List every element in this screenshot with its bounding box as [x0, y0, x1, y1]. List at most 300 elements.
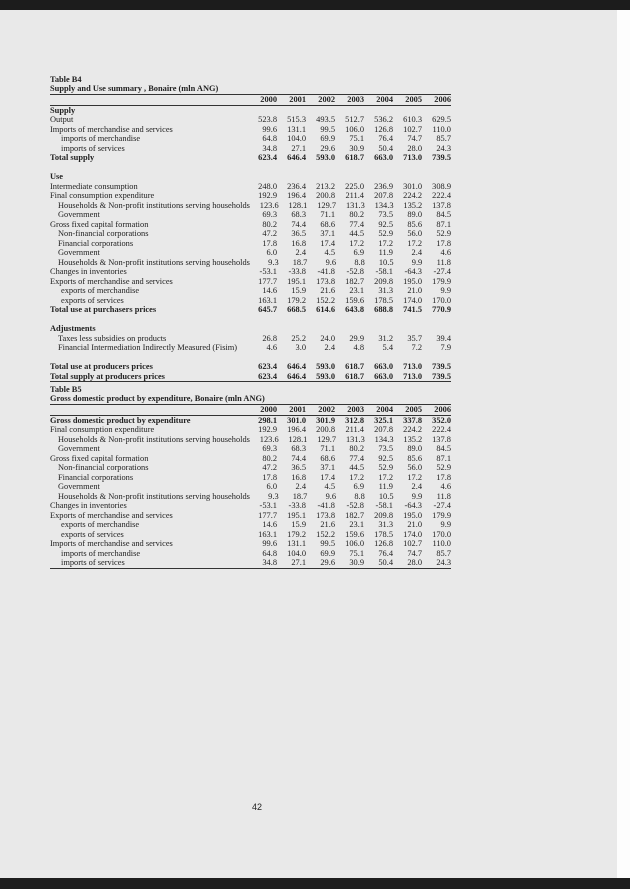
- cell-value: 2.4: [411, 248, 422, 257]
- cell-value: 225.0: [345, 181, 364, 191]
- cell-value: 126.8: [374, 539, 393, 548]
- cell-value: 110.0: [432, 124, 451, 134]
- cell-value: 69.9: [320, 548, 335, 558]
- cell-value: 8.8: [354, 491, 365, 501]
- cell-value: 27.1: [291, 143, 306, 153]
- row-label: Government: [58, 482, 100, 491]
- cell-value: 52.9: [436, 463, 451, 472]
- cell-value: 224.2: [403, 191, 422, 200]
- cell-value: 131.1: [287, 539, 306, 548]
- cell-value: 68.6: [320, 453, 335, 463]
- table-b5: [50, 385, 451, 569]
- table-row: [50, 353, 451, 363]
- cell-value: 301.9: [316, 415, 335, 425]
- row-label: Financial Intermediation Indirectly Measured (Fisim): [58, 343, 238, 352]
- row-label: Output: [50, 115, 74, 124]
- cell-value: 26.8: [262, 333, 277, 343]
- cell-value: 739.5: [432, 362, 451, 371]
- cell-value: 312.8: [345, 415, 364, 425]
- table-row: [50, 134, 451, 144]
- cell-value: 74.7: [407, 548, 422, 558]
- cell-value: 174.0: [403, 529, 422, 539]
- cell-value: 37.1: [320, 463, 335, 472]
- cell-value: 14.6: [262, 520, 277, 529]
- year-header: 2001: [289, 94, 306, 104]
- table-row: [50, 144, 451, 154]
- row-label: Total use at purchasers prices: [50, 305, 157, 314]
- cell-value: 222.4: [432, 425, 451, 434]
- cell-value: 50.4: [378, 143, 393, 153]
- cell-value: 28.0: [407, 558, 422, 567]
- cell-value: 28.0: [407, 143, 422, 153]
- cell-value: 39.4: [436, 333, 451, 343]
- cell-value: 200.8: [316, 425, 335, 434]
- table-row: [50, 201, 451, 211]
- cell-value: 77.4: [349, 219, 364, 229]
- table-subtitle: Supply and Use summary , Bonaire (mln ANG): [50, 84, 451, 95]
- row-label: Total supply: [50, 153, 95, 162]
- cell-value: 104.0: [287, 548, 306, 558]
- cell-value: 35.7: [407, 333, 422, 343]
- cell-value: 741.5: [403, 305, 422, 314]
- scan-top-edge: [0, 0, 630, 10]
- table-header-row: [50, 405, 451, 416]
- cell-value: 69.3: [262, 210, 277, 219]
- cell-value: 75.1: [349, 134, 364, 143]
- row-label: exports of merchandise: [61, 520, 140, 529]
- row-label: Government: [58, 444, 100, 453]
- table-row: [50, 444, 451, 454]
- cell-value: 99.6: [262, 539, 277, 548]
- cell-value: 211.4: [345, 191, 364, 200]
- cell-value: 11.8: [436, 257, 451, 267]
- cell-value: 10.5: [378, 257, 394, 267]
- table-row: [50, 210, 451, 220]
- cell-value: 99.6: [262, 124, 277, 134]
- cell-value: 37.1: [320, 229, 335, 238]
- cell-value: 128.1: [288, 200, 308, 210]
- cell-value: 337.8: [403, 415, 422, 425]
- table-row: [50, 530, 451, 540]
- cell-value: 629.5: [432, 115, 451, 124]
- table-subtitle: Gross domestic product by expenditure, Bonaire (mln ANG): [50, 394, 451, 405]
- cell-value: 646.4: [287, 153, 306, 162]
- cell-value: -64.3: [404, 267, 422, 276]
- cell-value: 76.4: [378, 134, 393, 143]
- row-label: [50, 315, 451, 325]
- cell-value: 668.5: [287, 305, 306, 314]
- cell-value: 44.5: [349, 229, 364, 238]
- cell-value: 17.8: [262, 472, 277, 482]
- cell-value: 6.9: [353, 248, 364, 257]
- cell-value: 135.2: [403, 200, 423, 210]
- cell-value: 178.5: [374, 529, 393, 539]
- row-label: [50, 353, 451, 363]
- table-row: [50, 324, 451, 334]
- cell-value: 623.4: [258, 153, 277, 162]
- cell-value: 17.8: [262, 238, 277, 248]
- year-header: 2003: [347, 404, 364, 414]
- table-row: [50, 362, 451, 372]
- table-row: [50, 435, 451, 445]
- cell-value: 77.4: [349, 453, 364, 463]
- row-label: Non-financial corporations: [58, 229, 149, 238]
- cell-value: 47.2: [262, 463, 277, 472]
- cell-value: 179.9: [432, 276, 451, 286]
- cell-value: 92.5: [378, 219, 393, 229]
- table-row: [50, 425, 451, 435]
- cell-value: 11.8: [436, 491, 451, 501]
- cell-value: 135.2: [403, 434, 423, 444]
- cell-value: 152.2: [316, 529, 335, 539]
- cell-value: 170.0: [432, 529, 451, 539]
- scan-bottom-edge: [0, 878, 630, 889]
- row-label: Changes in inventories: [50, 267, 127, 276]
- cell-value: 24.0: [320, 333, 335, 343]
- cell-value: 9.9: [440, 520, 451, 529]
- cell-value: 207.8: [374, 191, 393, 200]
- year-header: 2006: [434, 94, 451, 104]
- cell-value: -33.8: [288, 267, 306, 276]
- cell-value: 195.1: [287, 510, 306, 520]
- cell-value: 85.6: [407, 453, 422, 463]
- row-label: Financial corporations: [58, 472, 134, 482]
- cell-value: 123.6: [259, 200, 279, 210]
- cell-value: -41.8: [317, 267, 335, 276]
- cell-value: 131.1: [287, 124, 306, 134]
- row-label: Gross fixed capital formation: [50, 453, 149, 463]
- cell-value: 102.7: [403, 539, 422, 548]
- cell-value: 9.6: [325, 491, 337, 501]
- cell-value: 104.0: [287, 134, 306, 143]
- table-row: [50, 258, 451, 268]
- table-title: Table B4: [50, 75, 82, 84]
- cell-value: 301.0: [287, 415, 306, 425]
- table-title: Table B5: [50, 385, 82, 394]
- cell-value: 16.8: [291, 238, 306, 248]
- cell-value: 30.9: [349, 558, 364, 567]
- cell-value: 36.5: [291, 229, 306, 238]
- cell-value: 73.5: [378, 444, 393, 453]
- row-label: Use: [50, 172, 64, 181]
- cell-value: 298.1: [258, 415, 277, 425]
- table-row: [50, 473, 451, 483]
- cell-value: 8.8: [354, 257, 365, 267]
- cell-value: 152.2: [316, 295, 335, 305]
- cell-value: 618.7: [345, 362, 364, 371]
- cell-value: 80.2: [262, 453, 277, 463]
- cell-value: 126.8: [374, 124, 393, 134]
- cell-value: 68.3: [291, 210, 306, 219]
- cell-value: 195.1: [287, 276, 306, 286]
- year-header: 2000: [260, 404, 277, 414]
- cell-value: 6.9: [353, 482, 364, 491]
- cell-value: 106.0: [345, 539, 364, 548]
- cell-value: 99.5: [320, 539, 335, 548]
- cell-value: 4.5: [324, 248, 335, 257]
- cell-value: 106.0: [345, 124, 364, 134]
- table-row: [50, 315, 451, 325]
- cell-value: 131.3: [345, 200, 365, 210]
- year-header: 2005: [405, 404, 422, 414]
- year-header: 2004: [376, 404, 393, 414]
- cell-value: 47.2: [262, 229, 277, 238]
- year-header: 2001: [289, 404, 306, 414]
- year-header: 2002: [318, 94, 335, 104]
- cell-value: 663.0: [374, 362, 393, 371]
- row-label: imports of merchandise: [61, 548, 141, 558]
- cell-value: 6.0: [266, 482, 277, 491]
- cell-value: 34.8: [262, 143, 277, 153]
- row-label: exports of services: [61, 295, 124, 305]
- row-label: Imports of merchandise and services: [50, 539, 173, 548]
- cell-value: 74.4: [291, 453, 306, 463]
- cell-value: 663.0: [374, 371, 393, 381]
- cell-value: -52.8: [346, 501, 364, 510]
- cell-value: 134.3: [374, 200, 394, 210]
- cell-value: 17.2: [407, 238, 422, 248]
- cell-value: 224.2: [403, 425, 422, 434]
- cell-value: 170.0: [432, 295, 451, 305]
- cell-value: 248.0: [258, 181, 277, 191]
- cell-value: 80.2: [349, 210, 364, 219]
- row-label: imports of services: [61, 558, 125, 567]
- table-row: [50, 372, 451, 383]
- cell-value: 18.7: [292, 491, 308, 501]
- row-label: Government: [58, 248, 100, 257]
- year-header: 2000: [260, 94, 277, 104]
- row-label: Changes in inventories: [50, 501, 127, 510]
- cell-value: 173.8: [316, 510, 335, 520]
- cell-value: 646.4: [287, 371, 306, 381]
- table-header-row: [50, 95, 451, 106]
- cell-value: 87.1: [436, 453, 451, 463]
- cell-value: -27.4: [433, 501, 451, 510]
- cell-value: 64.8: [262, 548, 277, 558]
- cell-value: 515.3: [287, 115, 306, 124]
- cell-value: 2.4: [295, 248, 306, 257]
- table-row: [50, 286, 451, 296]
- cell-value: 178.5: [374, 295, 393, 305]
- cell-value: 163.1: [258, 295, 277, 305]
- row-label: imports of services: [61, 143, 125, 153]
- table-row: [50, 153, 451, 163]
- table-row: [50, 163, 451, 173]
- cell-value: 36.5: [291, 463, 306, 472]
- row-label: Total supply at producers prices: [50, 371, 165, 381]
- cell-value: 17.4: [320, 472, 335, 482]
- cell-value: 7.2: [411, 343, 422, 352]
- cell-value: 2.4: [324, 343, 335, 352]
- cell-value: 74.4: [291, 219, 306, 229]
- cell-value: 739.5: [432, 153, 451, 162]
- cell-value: 177.7: [258, 510, 277, 520]
- cell-value: -27.4: [433, 267, 451, 276]
- cell-value: 85.7: [436, 134, 451, 143]
- row-label: Households & Non-profit institutions serving households: [58, 200, 250, 210]
- cell-value: 31.3: [378, 520, 393, 529]
- cell-value: 159.6: [345, 295, 364, 305]
- cell-value: 179.9: [432, 510, 451, 520]
- table-row: [50, 239, 451, 249]
- cell-value: 24.3: [436, 143, 451, 153]
- header-label-spacer: [50, 405, 248, 415]
- cell-value: 137.8: [432, 434, 451, 444]
- cell-value: 209.8: [374, 276, 393, 286]
- table-row: [50, 115, 451, 125]
- year-header: 2006: [434, 404, 451, 414]
- cell-value: 523.8: [258, 115, 277, 124]
- cell-value: 593.0: [316, 371, 335, 381]
- table-row: [50, 220, 451, 230]
- cell-value: 89.0: [407, 210, 422, 219]
- cell-value: 236.4: [287, 181, 306, 191]
- row-label: exports of services: [61, 529, 124, 539]
- cell-value: 623.4: [258, 371, 277, 381]
- cell-value: 713.0: [403, 153, 422, 162]
- cell-value: 31.2: [378, 333, 393, 343]
- cell-value: 10.5: [378, 491, 394, 501]
- cell-value: 17.2: [407, 472, 422, 482]
- cell-value: 173.8: [316, 276, 335, 286]
- cell-value: 99.5: [320, 124, 335, 134]
- cell-value: 44.5: [349, 463, 364, 472]
- cell-value: 325.1: [374, 415, 393, 425]
- row-label: Taxes less subsidies on products: [58, 333, 167, 343]
- table-row: [50, 539, 451, 549]
- cell-value: 174.0: [403, 295, 422, 305]
- cell-value: 52.9: [436, 229, 451, 238]
- cell-value: 6.0: [266, 248, 277, 257]
- year-header: 2004: [376, 94, 393, 104]
- cell-value: 17.2: [349, 238, 364, 248]
- cell-value: 18.7: [292, 257, 308, 267]
- row-label: Financial corporations: [58, 238, 134, 248]
- cell-value: 207.8: [374, 425, 393, 434]
- cell-value: 85.7: [436, 548, 451, 558]
- cell-value: 308.9: [432, 181, 451, 191]
- cell-value: 68.3: [291, 444, 306, 453]
- cell-value: 192.9: [258, 425, 277, 434]
- cell-value: 192.9: [258, 191, 277, 200]
- table-b4: [50, 75, 451, 382]
- cell-value: 89.0: [407, 444, 422, 453]
- row-label: Non-financial corporations: [58, 463, 149, 472]
- row-label: Imports of merchandise and services: [50, 124, 173, 134]
- cell-value: 34.8: [262, 558, 277, 567]
- table-row: [50, 558, 451, 569]
- cell-value: 179.2: [287, 295, 306, 305]
- cell-value: 102.7: [403, 124, 422, 134]
- cell-value: 9.9: [440, 286, 451, 295]
- cell-value: 643.8: [345, 305, 364, 314]
- cell-value: 618.7: [345, 371, 364, 381]
- cell-value: 614.6: [316, 305, 335, 314]
- cell-value: 29.6: [320, 143, 335, 153]
- cell-value: 80.2: [262, 219, 277, 229]
- cell-value: 68.6: [320, 219, 335, 229]
- cell-value: 71.1: [320, 210, 335, 219]
- table-row: [50, 454, 451, 464]
- cell-value: 196.4: [287, 191, 306, 200]
- table-row: [50, 549, 451, 559]
- row-label: Final consumption expenditure: [50, 191, 155, 200]
- cell-value: 69.3: [262, 444, 277, 453]
- row-label: Households & Non-profit institutions serving households: [58, 434, 250, 444]
- table-row: [50, 248, 451, 258]
- row-label: Final consumption expenditure: [50, 425, 155, 434]
- row-label: Gross fixed capital formation: [50, 219, 149, 229]
- cell-value: 23.1: [349, 286, 364, 295]
- cell-value: 159.6: [345, 529, 364, 539]
- cell-value: 84.5: [436, 210, 451, 219]
- cell-value: 593.0: [316, 153, 335, 162]
- row-label: Supply: [50, 105, 76, 115]
- cell-value: -64.3: [404, 501, 422, 510]
- cell-value: 110.0: [432, 539, 451, 548]
- table-row: [50, 501, 451, 511]
- cell-value: 29.6: [320, 558, 335, 567]
- cell-value: 623.4: [258, 362, 277, 371]
- cell-value: 9.3: [268, 491, 279, 501]
- row-label: exports of merchandise: [61, 286, 140, 295]
- cell-value: 128.1: [288, 434, 308, 444]
- cell-value: 74.7: [407, 134, 422, 143]
- table-row: [50, 305, 451, 315]
- cell-value: 80.2: [349, 444, 364, 453]
- cell-value: 646.4: [287, 362, 306, 371]
- cell-value: 4.5: [324, 482, 335, 491]
- cell-value: 195.0: [403, 510, 422, 520]
- cell-value: 211.4: [345, 425, 364, 434]
- cell-value: 17.8: [436, 472, 451, 482]
- table-row: [50, 482, 451, 492]
- table-row: [50, 463, 451, 473]
- cell-value: 85.6: [407, 219, 422, 229]
- cell-value: 3.0: [295, 343, 306, 352]
- table-row: [50, 343, 451, 353]
- cell-value: 137.8: [432, 200, 451, 210]
- cell-value: 645.7: [258, 305, 277, 314]
- cell-value: 16.8: [291, 472, 306, 482]
- cell-value: 179.2: [287, 529, 306, 539]
- row-label: Gross domestic product by expenditure: [50, 415, 191, 425]
- cell-value: 9.3: [268, 257, 279, 267]
- table-row: [50, 277, 451, 287]
- cell-value: 200.8: [316, 191, 335, 200]
- row-label: Adjustments: [50, 324, 96, 333]
- cell-value: 21.6: [320, 286, 335, 295]
- cell-value: 64.8: [262, 134, 277, 143]
- cell-value: 52.9: [378, 463, 393, 472]
- cell-value: 17.2: [349, 472, 364, 482]
- cell-value: 236.9: [374, 181, 393, 191]
- cell-value: 222.4: [432, 191, 451, 200]
- row-label: Total use at producers prices: [50, 362, 153, 371]
- cell-value: 5.4: [382, 343, 393, 352]
- cell-value: 593.0: [316, 362, 335, 371]
- row-label: [50, 163, 451, 173]
- cell-value: 182.7: [345, 276, 364, 286]
- table-row: [50, 125, 451, 135]
- cell-value: 75.1: [349, 548, 364, 558]
- cell-value: 21.0: [407, 286, 422, 295]
- cell-value: 27.1: [291, 558, 306, 567]
- cell-value: 177.7: [258, 276, 277, 286]
- year-header: 2003: [347, 94, 364, 104]
- cell-value: 73.5: [378, 210, 393, 219]
- cell-value: 17.2: [378, 238, 393, 248]
